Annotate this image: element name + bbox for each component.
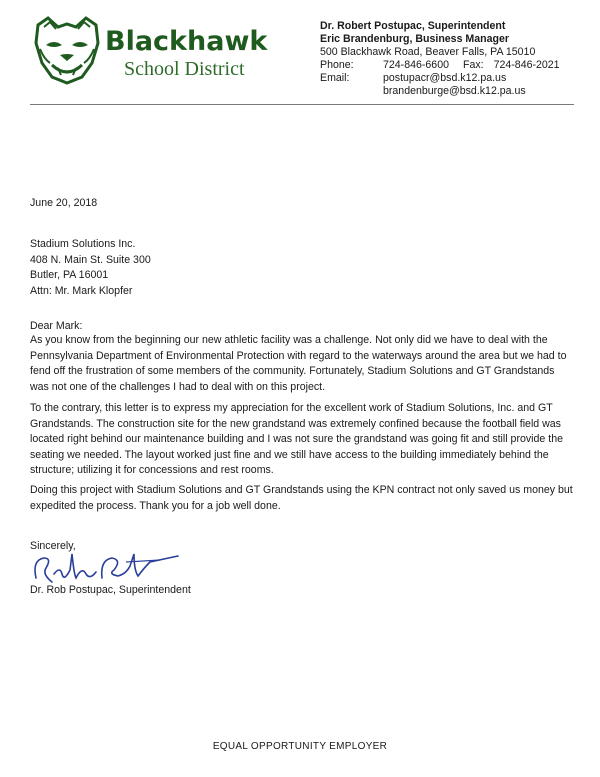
phone-label: Phone: bbox=[320, 59, 354, 71]
district-subtitle: School District bbox=[124, 58, 245, 80]
email-label: Email: bbox=[320, 72, 350, 84]
recipient-address bbox=[30, 237, 575, 299]
panther-head-icon bbox=[30, 15, 104, 85]
email-row-2 bbox=[320, 85, 560, 98]
footer-text: EQUAL OPPORTUNITY EMPLOYER bbox=[212, 741, 388, 752]
business-manager-line: Eric Brandenburg, Business Manager bbox=[320, 33, 509, 45]
closing: Sincerely, bbox=[30, 540, 76, 552]
email-address-2[interactable]: brandenburge@bsd.k12.pa.us bbox=[383, 85, 526, 97]
salutation: Dear Mark: bbox=[30, 320, 83, 332]
recipient-line-2: 408 N. Main St. Suite 300 bbox=[30, 253, 151, 266]
recipient-line-4: Attn: Mr. Mark Klopfer bbox=[30, 284, 133, 297]
recipient-line-3: Butler, PA 16001 bbox=[30, 269, 109, 282]
body-paragraph-3: Doing this project with Stadium Solutions and GT Grandstands using the KPN contract not only saved us money but expedited the process. Thank you for a job well done. bbox=[30, 484, 573, 512]
fax-label: Fax: bbox=[462, 59, 484, 71]
fax-number: 724-846-2021 bbox=[493, 59, 560, 71]
signer-name: Dr. Rob Postupac, Superintendent bbox=[30, 584, 191, 596]
district-address: 500 Blackhawk Road, Beaver Falls, PA 15010 bbox=[320, 46, 536, 58]
district-name: Blackhawk bbox=[105, 26, 268, 57]
superintendent-line: Dr. Robert Postupac, Superintendent bbox=[320, 20, 506, 32]
letter-date: June 20, 2018 bbox=[30, 197, 98, 209]
body-paragraph-2: To the contrary, this letter is to express my appreciation for the excellent work of Stadium Solutions, Inc. and GT Grandstands. The construction site for the new grandstand was extremely confined because the football field was located right behind our maintenance building and I was not sure the grandstand was going fit and still provide the seating we needed. The layout worked just fine and we still have access to the building immediately behind the structure; utilizing it for concessions and rest rooms. bbox=[30, 402, 563, 477]
phone-row bbox=[320, 59, 560, 72]
letterhead-contact bbox=[320, 20, 560, 98]
phone-number: 724-846-6600 bbox=[383, 59, 449, 71]
body-paragraph-1: As you know from the beginning our new athletic facility was a challenge. Not only did we have to deal with the Pennsylvania Department of Environmental Protection with regard to the waterways around the area but we had to fend off the frustration of some members of the community. Fortunately, Stadium Solutions and GT Grandstands was not one of the challenges I had to deal with on this project. bbox=[30, 334, 567, 393]
email-address-1[interactable]: postupacr@bsd.k12.pa.us bbox=[383, 72, 507, 84]
email-row bbox=[320, 72, 560, 85]
recipient-line-1: Stadium Solutions Inc. bbox=[30, 238, 136, 250]
letterhead-divider bbox=[30, 104, 574, 105]
